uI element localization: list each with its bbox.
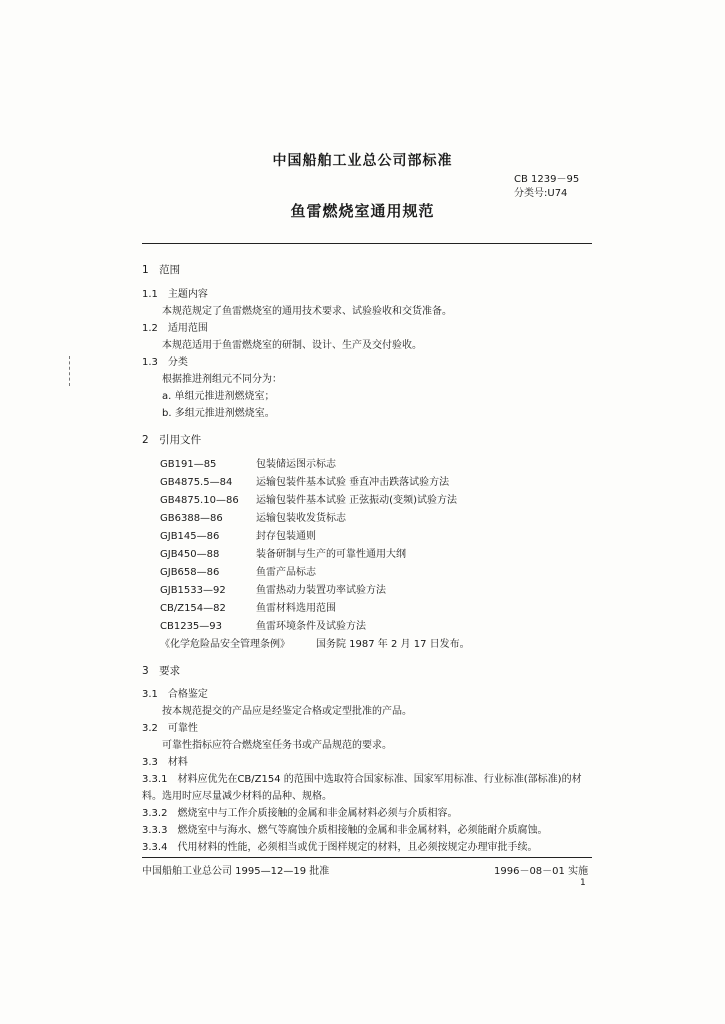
reference-code: GJB658—86 bbox=[160, 567, 220, 578]
regulation-name: 《化学危险品安全管理条例》 bbox=[160, 639, 290, 650]
reference-code: GB191—85 bbox=[160, 459, 217, 470]
section-3-1-text: 按本规范提交的产品应是经鉴定合格或定型批准的产品。 bbox=[162, 706, 412, 717]
reference-code: GJB450—88 bbox=[160, 549, 220, 560]
reference-title: 鱼雷产品标志 bbox=[256, 567, 316, 578]
standard-number: CB 1239－95 bbox=[514, 174, 580, 185]
section-1-1-text: 本规范规定了鱼雷燃烧室的通用技术要求、试验验收和交货准备。 bbox=[162, 306, 452, 317]
section-2-heading: 2 引用文件 bbox=[142, 434, 202, 446]
reference-title: 鱼雷材料选用范围 bbox=[256, 603, 336, 614]
reference-title: 封存包装通则 bbox=[256, 531, 316, 542]
document-title: 鱼雷燃烧室通用规范 bbox=[290, 202, 435, 220]
section-1-3-text: 根据推进剂组元不同分为： bbox=[162, 374, 282, 385]
effective-date: 1996－08－01 实施 bbox=[494, 866, 589, 877]
approval-date: 中国船舶工业总公司 1995—12—19 批准 bbox=[142, 866, 330, 877]
organization-heading: 中国船舶工业总公司部标准 bbox=[272, 153, 453, 169]
section-3-1-heading: 3.1 合格鉴定 bbox=[142, 689, 208, 700]
margin-mark bbox=[69, 356, 70, 386]
section-1-3-item-b: b. 多组元推进剂燃烧室。 bbox=[162, 408, 275, 419]
section-3-3-4: 3.3.4 代用材料的性能，必须相当或优于图样规定的材料，且必须按规定办理审批手续。 bbox=[142, 842, 538, 853]
reference-title: 鱼雷热动力装置功率试验方法 bbox=[256, 585, 386, 596]
reference-code: GJB1533—92 bbox=[160, 585, 226, 596]
reference-title: 运输包装收发货标志 bbox=[256, 513, 346, 524]
section-1-2-text: 本规范适用于鱼雷燃烧室的研制、设计、生产及交付验收。 bbox=[162, 340, 422, 351]
classification-number: 分类号:U74 bbox=[514, 188, 568, 199]
section-1-3-item-a: a. 单组元推进剂燃烧室； bbox=[162, 391, 275, 402]
footer-divider bbox=[142, 857, 592, 858]
section-3-3-1-line2: 料。选用时应尽量减少材料的品种、规格。 bbox=[142, 791, 332, 802]
section-3-3-heading: 3.3 材料 bbox=[142, 757, 188, 768]
section-1-2-heading: 1.2 适用范围 bbox=[142, 323, 208, 334]
reference-code: CB/Z154—82 bbox=[160, 603, 226, 614]
page-number: 1 bbox=[580, 878, 586, 888]
section-1-1-heading: 1.1 主题内容 bbox=[142, 289, 208, 300]
section-3-heading: 3 要求 bbox=[142, 665, 181, 677]
section-3-2-heading: 3.2 可靠性 bbox=[142, 723, 198, 734]
section-1-3-heading: 1.3 分类 bbox=[142, 357, 188, 368]
reference-code: GB4875.10—86 bbox=[160, 495, 239, 506]
reference-code: CB1235—93 bbox=[160, 621, 223, 632]
reference-title: 鱼雷环境条件及试验方法 bbox=[256, 621, 366, 632]
regulation-issuer: 国务院 1987 年 2 月 17 日发布。 bbox=[316, 639, 470, 650]
reference-title: 包装储运图示标志 bbox=[256, 459, 336, 470]
reference-title: 运输包装件基本试验 正弦振动(变频)试验方法 bbox=[256, 495, 457, 506]
section-3-3-3: 3.3.3 燃烧室中与海水、燃气等腐蚀介质相接触的金属和非金属材料，必须能耐介质腐蚀。 bbox=[142, 825, 548, 836]
section-3-3-2: 3.3.2 燃烧室中与工作介质接触的金属和非金属材料必须与介质相容。 bbox=[142, 808, 458, 819]
reference-code: GB4875.5—84 bbox=[160, 477, 233, 488]
reference-code: GJB145—86 bbox=[160, 531, 220, 542]
reference-title: 运输包装件基本试验 垂直冲击跌落试验方法 bbox=[256, 477, 450, 488]
section-1-heading: 1 范围 bbox=[142, 264, 181, 276]
section-3-3-1-line1: 3.3.1 材料应优先在CB/Z154 的范围中选取符合国家标准、国家军用标准、行业标准(部标准)的材 bbox=[142, 774, 582, 785]
reference-title: 装备研制与生产的可靠性通用大纲 bbox=[256, 549, 406, 560]
section-3-2-text: 可靠性指标应符合燃烧室任务书或产品规范的要求。 bbox=[162, 740, 392, 751]
reference-code: GB6388—86 bbox=[160, 513, 223, 524]
title-divider bbox=[142, 243, 592, 244]
